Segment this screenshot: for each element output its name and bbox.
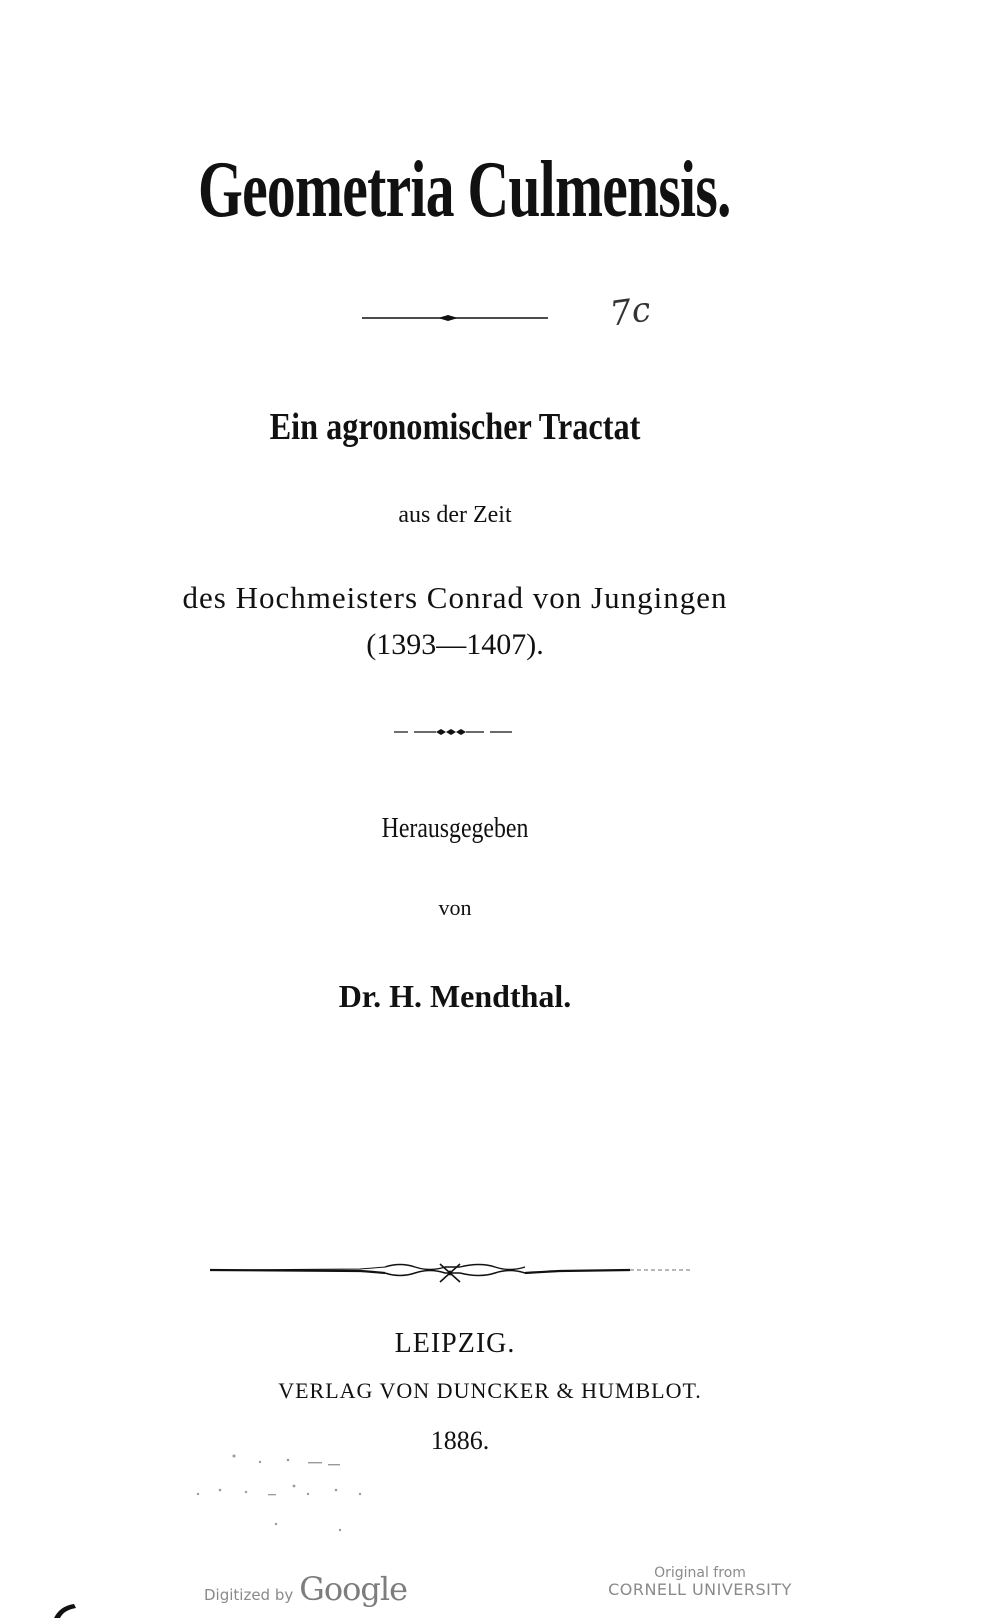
publisher: VERLAG VON DUNCKER & HUMBLOT. bbox=[278, 1378, 702, 1403]
digitized-by-label: Digitized by bbox=[204, 1586, 294, 1604]
by-label: von bbox=[438, 895, 472, 920]
title-rule-ornament bbox=[360, 312, 550, 324]
edited-by-label: Herausgegeben bbox=[381, 813, 529, 844]
author-name: Dr. H. Mendthal. bbox=[338, 978, 572, 1014]
handwritten-shelf-note: 7c bbox=[607, 289, 654, 335]
original-source-watermark bbox=[600, 1565, 800, 1599]
period-years: (1393—1407). bbox=[366, 628, 544, 661]
faded-stamp-marks bbox=[190, 1450, 390, 1540]
google-logo: Google bbox=[299, 1570, 407, 1608]
scan-edge-mark bbox=[50, 1600, 80, 1618]
institution-name: CORNELL UNIVERSITY bbox=[608, 1580, 792, 1600]
publication-year: 1886. bbox=[430, 1426, 490, 1455]
publication-place: LEIPZIG. bbox=[394, 1328, 516, 1359]
book-title: Geometria Culmensis. bbox=[197, 146, 731, 234]
digitized-by-watermark bbox=[204, 1570, 407, 1608]
flourish-rule-ornament bbox=[210, 1258, 710, 1288]
original-from-label: Original from bbox=[654, 1565, 746, 1581]
subtitle-line-2: aus der Zeit bbox=[398, 502, 512, 528]
dash-ornament bbox=[394, 727, 514, 737]
subtitle: Ein agronomischer Tractat bbox=[269, 406, 641, 448]
subtitle-line-3: des Hochmeisters Conrad von Jungingen bbox=[182, 580, 728, 615]
